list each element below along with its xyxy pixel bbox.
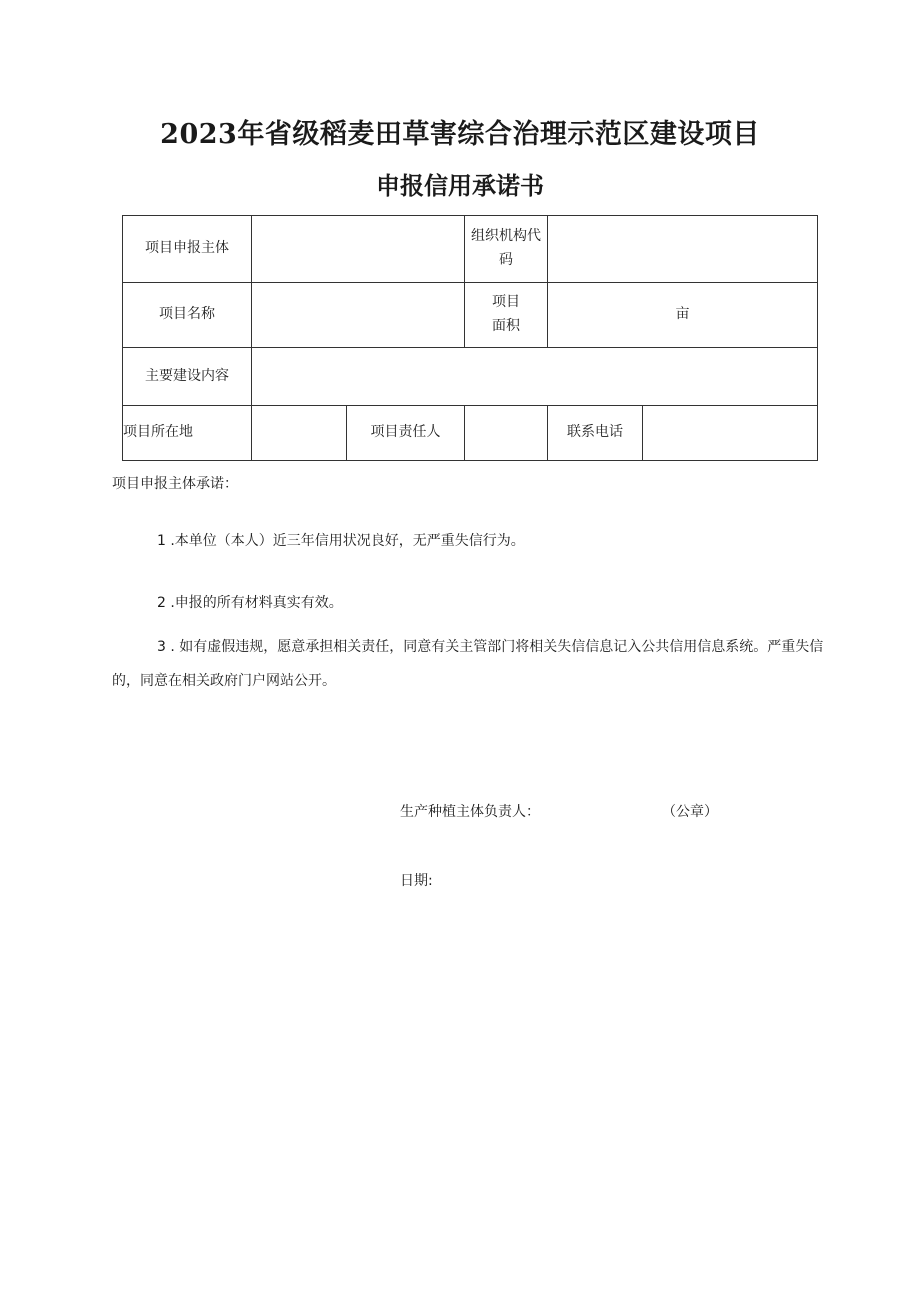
location-label: 项目所在地: [123, 406, 252, 461]
commitment-heading: 项目申报主体承诺：: [112, 476, 238, 492]
manager-label: 项目责任人: [347, 406, 465, 461]
main-content-label: 主要建设内容: [123, 348, 252, 406]
org-code-label-line1: 组织机构代: [471, 228, 541, 245]
project-name-label: 项目名称: [123, 283, 252, 348]
phone-label: 联系电话: [548, 406, 643, 461]
seal-label: （公章）: [662, 804, 718, 820]
project-area-label-line1: 项目: [492, 294, 520, 311]
project-area-label: [465, 283, 548, 348]
applicant-label: 项目申报主体: [123, 216, 252, 283]
main-content-value[interactable]: [252, 348, 818, 406]
commitment-item-1: 1 .本单位（本人）近三年信用状况良好，无严重失信行为。: [157, 533, 525, 549]
responsible-person-label: 生产种植主体负责人：: [400, 804, 540, 820]
application-form-table: [122, 215, 818, 461]
table-row: [123, 283, 818, 348]
manager-value[interactable]: [465, 406, 548, 461]
document-subtitle: 申报信用承诺书: [376, 172, 544, 200]
org-code-value[interactable]: [548, 216, 818, 283]
project-area-label-line2: 面积: [492, 318, 520, 334]
area-unit: 亩: [675, 306, 690, 323]
table-row: [123, 406, 818, 461]
table-row: [123, 216, 818, 283]
org-code-label-line2: 码: [499, 252, 513, 268]
phone-value[interactable]: [643, 406, 818, 461]
org-code-label: [465, 216, 548, 283]
commitment-item-2: 2 .申报的所有材料真实有效。: [157, 595, 343, 611]
location-value[interactable]: [252, 406, 347, 461]
applicant-value[interactable]: [252, 216, 465, 283]
table-row: [123, 348, 818, 406]
document-title: 2023年省级稻麦田草害综合治理示范区建设项目: [160, 119, 760, 150]
project-area-value[interactable]: [548, 283, 818, 348]
commitment-item-3: 3 . 如有虚假违规，愿意承担相关责任，同意有关主管部门将相关失信信息记入公共信用信息系统。严重失信的，同意在相关政府门户网站公开。: [112, 639, 824, 689]
date-label: 日期:: [400, 873, 433, 889]
project-name-value[interactable]: [252, 283, 465, 348]
